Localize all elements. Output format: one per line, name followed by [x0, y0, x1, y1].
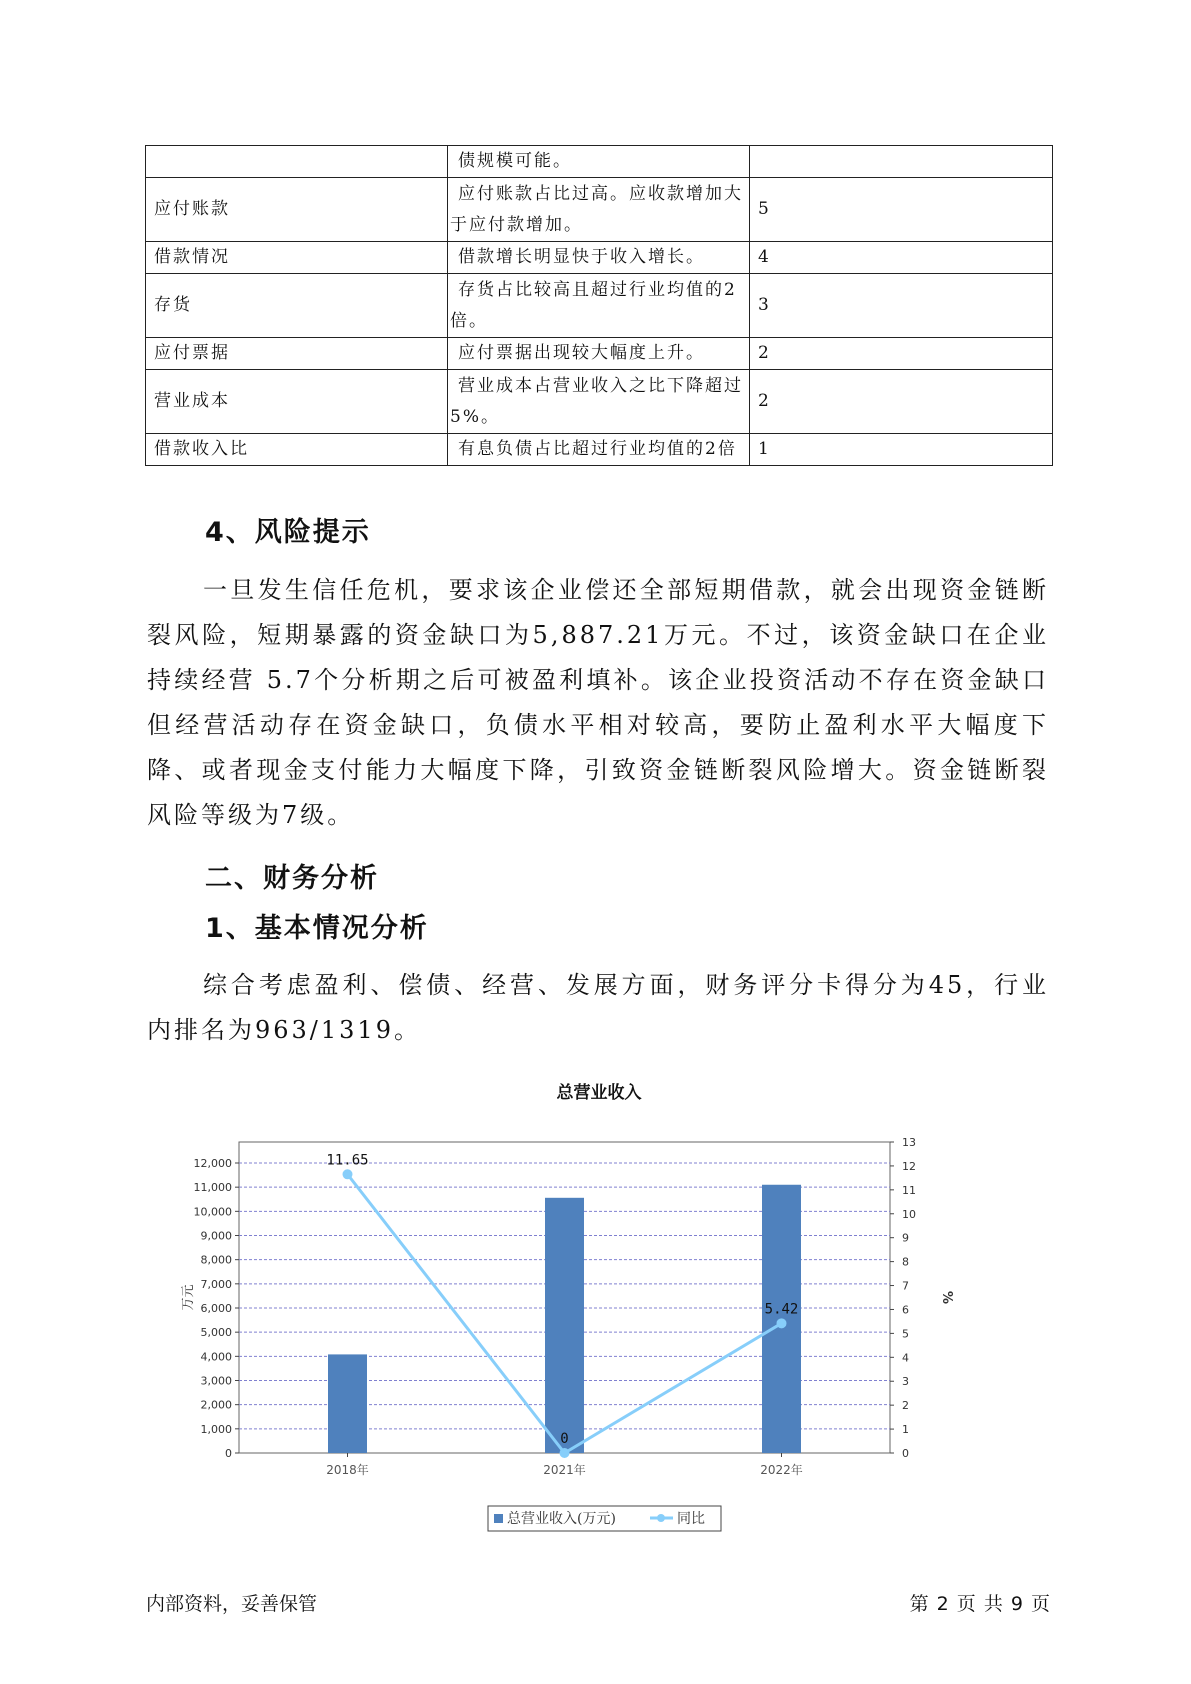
- x-tick-label: 2018年: [326, 1463, 369, 1477]
- risk-factor-table: [145, 145, 1053, 466]
- y-right-tick-label: 9: [902, 1231, 909, 1245]
- chart-title: 总营业收入: [556, 1083, 642, 1103]
- y-right-tick-label: 0: [902, 1447, 909, 1460]
- risk-table-row: [146, 146, 1053, 178]
- risk-score-cell: 2: [750, 370, 1053, 434]
- risk-score-cell: 3: [750, 274, 1053, 338]
- risk-desc-cell: 应付账款占比过高。应收款增加大于应付款增加。: [448, 178, 750, 242]
- y-right-tick-label: 6: [902, 1303, 909, 1317]
- y-right-tick-label: 11: [902, 1183, 916, 1197]
- revenue-chart: [170, 1078, 1050, 1548]
- risk-warning-heading: 4、风险提示: [205, 517, 371, 548]
- legend-bar-swatch: [494, 1514, 503, 1523]
- basic-analysis-heading: 1、基本情况分析: [205, 913, 429, 944]
- risk-table-row: [146, 242, 1053, 274]
- y-tick-label: 2,000: [200, 1398, 232, 1412]
- revenue-bar: [545, 1198, 584, 1453]
- risk-item-cell: [146, 146, 448, 178]
- footer-confidential: 内部资料，妥善保管: [146, 1593, 318, 1615]
- risk-warning-paragraph: 一旦发生信任危机，要求该企业偿还全部短期借款，就会出现资金链断裂风险，短期暴露的资金缺口为5,887.21万元。不过，该资金缺口在企业持续经营 5.7个分析期之后可被盈利填补。该企业投资活动不存在资金缺口但经营活动存在资金缺口，负债水平相对较高，要防止盈利水平大幅度下降、或者现金支付能力大幅度下降，引致资金链断裂风险增大。资金链断裂风险等级为7级。: [147, 576, 1049, 829]
- financial-analysis-heading: 二、财务分析: [205, 863, 379, 894]
- risk-desc-cell: 有息负债占比超过行业均值的2倍: [448, 434, 750, 466]
- y-right-axis-label: %: [939, 1290, 954, 1305]
- yoy-point: [777, 1318, 787, 1328]
- y-tick-label: 1,000: [200, 1422, 232, 1436]
- x-tick-label: 2022年: [760, 1463, 803, 1477]
- y-right-tick-label: 8: [902, 1255, 909, 1269]
- risk-item-cell: 存货: [146, 274, 448, 338]
- y-tick-label: 11,000: [193, 1181, 232, 1195]
- y-right-tick-label: 7: [902, 1279, 909, 1293]
- basic-analysis-paragraph: 综合考虑盈利、偿债、经营、发展方面，财务评分卡得分为45，行业内排名为963/1319。: [147, 971, 1049, 1044]
- risk-item-cell: 应付账款: [146, 178, 448, 242]
- risk-score-cell: 1: [750, 434, 1053, 466]
- yoy-data-label: 11.65: [326, 1152, 369, 1169]
- revenue-bar: [328, 1354, 367, 1453]
- y-right-tick-label: 3: [902, 1375, 909, 1389]
- risk-desc-cell: 借款增长明显快于收入增长。: [448, 242, 750, 274]
- y-tick-label: 4,000: [200, 1350, 232, 1364]
- legend-line-marker: [657, 1514, 665, 1522]
- y-tick-label: 6,000: [200, 1302, 232, 1315]
- yoy-data-label: 5.42: [764, 1301, 799, 1318]
- legend-line-label: 同比: [677, 1511, 705, 1527]
- y-right-tick-label: 10: [902, 1207, 916, 1221]
- y-tick-label: 10,000: [193, 1205, 232, 1219]
- risk-table-row: [146, 274, 1053, 338]
- risk-desc-cell: 债规模可能。: [448, 146, 750, 178]
- risk-table-row: [146, 338, 1053, 370]
- yoy-point: [560, 1448, 570, 1458]
- risk-score-cell: 5: [750, 178, 1053, 242]
- risk-table-row: [146, 178, 1053, 242]
- yoy-point: [343, 1169, 353, 1179]
- legend-bar-label: 总营业收入(万元): [507, 1511, 616, 1527]
- risk-table-row: [146, 434, 1053, 466]
- risk-desc-cell: 应付票据出现较大幅度上升。: [448, 338, 750, 370]
- y-right-tick-label: 5: [902, 1327, 909, 1341]
- risk-desc-cell: 存货占比较高且超过行业均值的2倍。: [448, 274, 750, 338]
- y-right-tick-label: 13: [902, 1136, 916, 1149]
- risk-score-cell: [750, 146, 1053, 178]
- x-tick-label: 2021年: [543, 1463, 586, 1477]
- y-tick-label: 9,000: [200, 1229, 232, 1243]
- y-tick-label: 8,000: [200, 1253, 232, 1267]
- y-axis-label: 万元: [181, 1284, 196, 1311]
- risk-item-cell: 应付票据: [146, 338, 448, 370]
- y-right-tick-label: 1: [902, 1423, 909, 1437]
- risk-score-cell: 4: [750, 242, 1053, 274]
- y-tick-label: 0: [225, 1447, 232, 1460]
- risk-item-cell: 借款收入比: [146, 434, 448, 466]
- y-tick-label: 5,000: [200, 1326, 232, 1340]
- yoy-data-label: 0: [560, 1431, 569, 1447]
- revenue-chart-svg: [170, 1078, 1050, 1548]
- y-tick-label: 12,000: [193, 1157, 232, 1170]
- y-right-tick-label: 2: [902, 1399, 909, 1413]
- footer-page-number: 第 2 页 共 9 页: [909, 1593, 1051, 1615]
- risk-item-cell: 借款情况: [146, 242, 448, 274]
- risk-desc-cell: 营业成本占营业收入之比下降超过5%。: [448, 370, 750, 434]
- y-right-tick-label: 12: [902, 1159, 916, 1173]
- y-right-tick-label: 4: [902, 1351, 909, 1365]
- risk-item-cell: 营业成本: [146, 370, 448, 434]
- y-tick-label: 3,000: [200, 1374, 232, 1388]
- y-tick-label: 7,000: [200, 1277, 232, 1291]
- risk-table-row: [146, 370, 1053, 434]
- risk-score-cell: 2: [750, 338, 1053, 370]
